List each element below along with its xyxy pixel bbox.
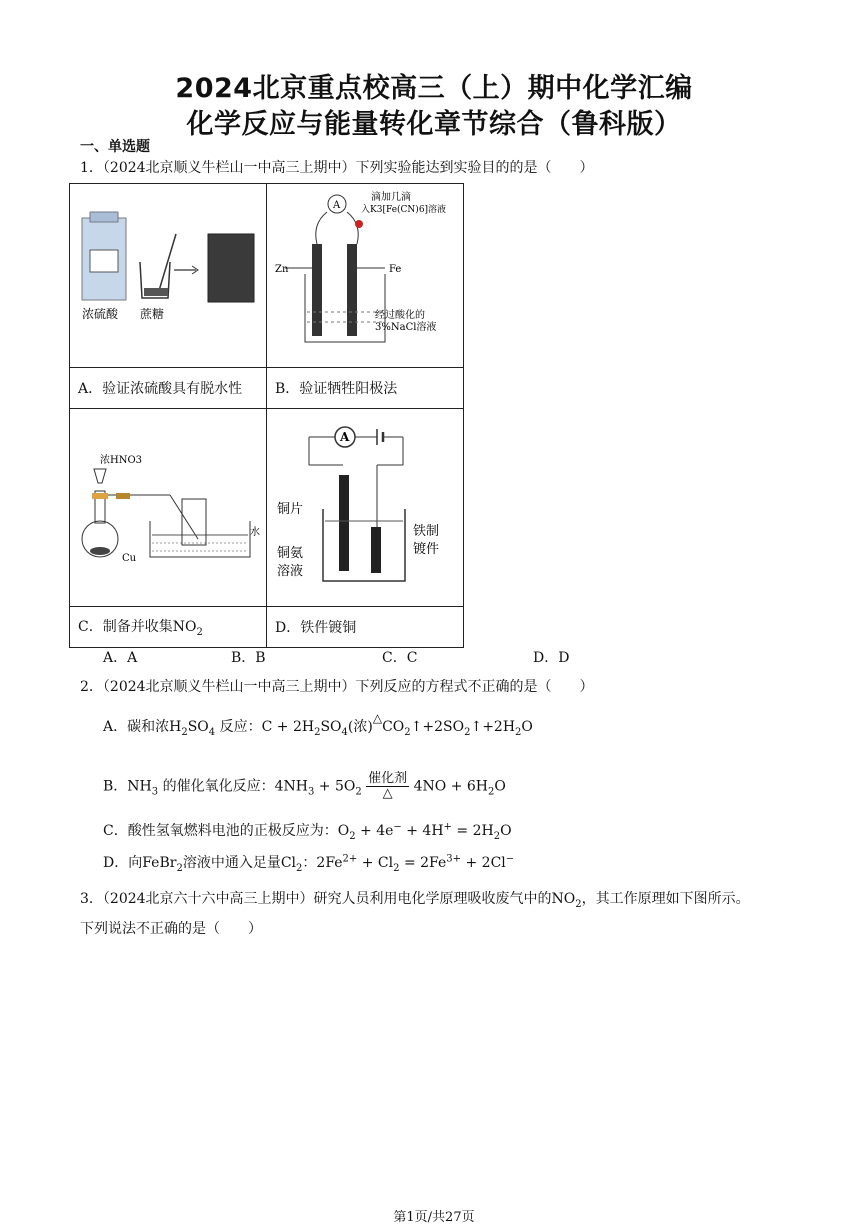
fig-b-reagent-label2: 入K3[Fe(CN)6]溶液 [361, 205, 447, 215]
question-2-option-d[interactable]: D．向FeBr$_2$溶液中通入足量$Cl_2$：$2Fe^{2+} + Cl_2 = 2Fe^{3+} + 2Cl^-$ [103, 853, 515, 874]
catalyst-label: 催化剂 [368, 771, 408, 786]
figure-d-copper-plating [267, 409, 455, 602]
question-2-option-a[interactable]: A．碳和浓$H_2SO_4$ 反应：$C + 2H_2SO_4$(浓)$\triangle CO_2↑+2SO_2↑+2H_2O$ [103, 711, 533, 738]
choice-b[interactable]: B．B [231, 650, 266, 666]
option-b-label: B．验证牺牲阳极法 [267, 368, 464, 409]
fig-d-iron-label2: 镀件 [413, 542, 440, 557]
figure-c-no2-collection [70, 409, 266, 602]
fig-b-zn-label: Zn [275, 264, 289, 275]
choice-d[interactable]: D．D [533, 650, 570, 666]
question-2-option-c[interactable]: C．酸性氢氧燃料电池的正极反应为：$O_2 + 4e^- + 4H^+ = 2H_2O$ [103, 821, 512, 842]
figure-d-cell [267, 409, 464, 607]
fig-c-cu-label: Cu [122, 553, 137, 564]
choice-a[interactable]: A．A [103, 650, 138, 666]
question-1-options-table [69, 183, 464, 648]
section-heading: 一、单选题 [80, 139, 150, 155]
fig-b-sol-label1: 经过酸化的 [375, 310, 425, 321]
fig-a-sugar-label: 蔗糖 [140, 307, 165, 321]
fig-d-iron-label1: 铁制 [413, 524, 440, 539]
question-3-stem-line1: 3．（2024北京六十六中高三上期中）研究人员利用电化学原理吸收废气中的$NO_2$，其工作原理如下图所示。 [80, 891, 750, 910]
figure-b-sacrificial-anode [267, 184, 455, 363]
fig-d-sol-label1: 铜氨 [277, 546, 304, 561]
question-2-stem: 2．（2024北京顺义牛栏山一中高三上期中）下列反应的方程式不正确的是（ ） [80, 679, 594, 695]
figure-a-cell [70, 184, 267, 368]
fig-d-meter-label: A [340, 430, 350, 444]
question-1-stem: 1．（2024北京顺义牛栏山一中高三上期中）下列实验能达到实验目的的是（ ） [80, 160, 594, 176]
document-title-line1: 2024北京重点校高三（上）期中化学汇编 [175, 73, 693, 104]
question-3-stem-line2: 下列说法不正确的是（ ） [80, 921, 262, 937]
page-footer: 第1页/共27页 [393, 1210, 475, 1225]
option-d-label: D．铁件镀铜 [267, 607, 464, 648]
choice-c[interactable]: C．C [382, 650, 418, 666]
fig-b-sol-label2: 3%NaCl溶液 [375, 322, 437, 333]
fig-b-meter-label: A [333, 200, 341, 211]
option-c-label: C．制备并收集$NO_2$ [70, 607, 267, 648]
fig-b-fe-label: Fe [389, 264, 402, 275]
fig-d-copper-label: 铜片 [277, 502, 304, 517]
fig-c-acid-label: 浓HNO3 [100, 455, 143, 466]
fig-b-reagent-label1: 滴加几滴 [371, 192, 411, 203]
fig-a-bottle-label: 浓硫酸 [82, 307, 119, 321]
figure-c-cell [70, 409, 267, 607]
option-a-label: A．验证浓硫酸具有脱水性 [70, 368, 267, 409]
fig-c-water-label: 水 [250, 527, 260, 538]
fig-d-sol-label2: 溶液 [277, 564, 304, 579]
question-2-option-b[interactable]: B．$NH_3$ 的催化氧化反应：$4NH_3 + 5O_2$ 催化剂 △ $4NO + 6H_2O$ [103, 771, 506, 801]
figure-a-dehydration [70, 184, 266, 363]
document-title-line2: 化学反应与能量转化章节综合（鲁科版） [186, 109, 682, 140]
figure-b-cell [267, 184, 464, 368]
